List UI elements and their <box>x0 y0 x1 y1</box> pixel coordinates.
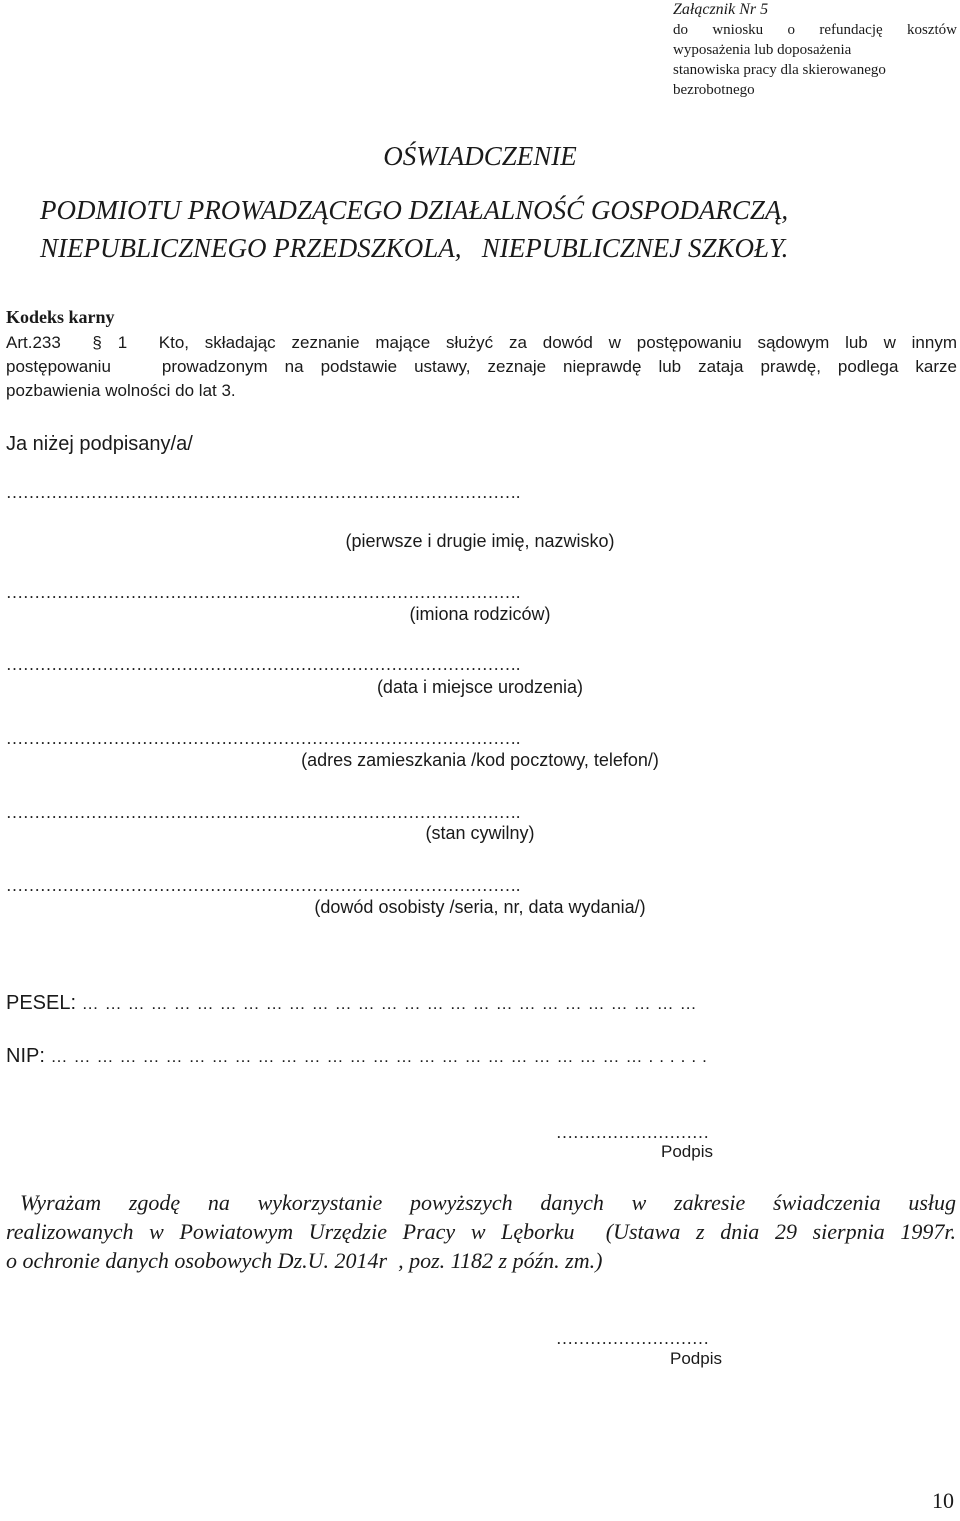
article-line-2: postępowaniu prowadzonym na podstawie ustawy, zeznaje nieprawdę lub zataja prawdę, podlega karze <box>6 357 957 376</box>
consent-line-1: Wyrażam zgodę na wykorzystanie powyższych danych w zakresie świadczenia usług <box>20 1190 956 1215</box>
field-name-caption: (pierwsze i drugie imię, nazwisko) <box>345 531 615 551</box>
penal-code-article <box>6 331 957 403</box>
field-id-caption: (dowód osobisty /seria, nr, data wydania/) <box>314 897 646 917</box>
nip-field[interactable]: ……………………………………………………………………...... <box>50 1047 713 1066</box>
intro-text: Ja niżej podpisany/a/ <box>6 433 193 455</box>
annex-note <box>673 0 957 100</box>
document-subtitle-line-1: PODMIOTU PROWADZĄCEGO DZIAŁALNOŚĆ GOSPODARCZĄ, <box>40 195 789 225</box>
field-id-line[interactable]: ………………………………………………………………………………. <box>6 876 521 895</box>
signature-2-label: Podpis <box>670 1349 722 1368</box>
pesel-label: PESEL: <box>6 992 77 1014</box>
penal-code-heading: Kodeks karny <box>6 307 115 327</box>
field-birth-line[interactable]: ………………………………………………………………………………. <box>6 655 521 674</box>
annex-line-2: wyposażenia lub doposażenia <box>673 42 852 58</box>
page-number: 10 <box>932 1488 954 1513</box>
signature-1-line[interactable]: ……………………… <box>556 1123 709 1142</box>
consent-statement <box>6 1188 956 1275</box>
annex-line-3: stanowiska pracy dla skierowanego <box>673 62 886 78</box>
document-subtitle-line-2: NIEPUBLICZNEGO PRZEDSZKOLA, NIEPUBLICZNEJ SZKOŁY. <box>40 233 789 263</box>
annex-title: Załącznik Nr 5 <box>673 1 769 18</box>
field-name-line[interactable]: ………………………………………………………………………………. <box>6 483 521 502</box>
pesel-row <box>6 992 703 1015</box>
signature-2-line[interactable]: ……………………… <box>556 1329 709 1348</box>
signature-1-label: Podpis <box>661 1142 713 1161</box>
article-line-3: pozbawienia wolności do lat 3. <box>6 381 236 400</box>
field-parents-caption: (imiona rodziców) <box>409 604 551 624</box>
pesel-field[interactable]: ……………………………………………………………………… <box>81 994 703 1013</box>
consent-line-2: realizowanych w Powiatowym Urzędzie Pracy w Lęborku (Ustawa z dnia 29 sierpnia 1997r. <box>6 1219 956 1244</box>
field-marital-line[interactable]: ………………………………………………………………………………. <box>6 803 521 822</box>
document-title: OŚWIADCZENIE <box>383 141 577 171</box>
article-line-1: Art.233 § 1 Kto, składając zeznanie mające służyć za dowód w postępowaniu sądowym lub w innym <box>6 333 957 352</box>
field-birth-caption: (data i miejsce urodzenia) <box>376 677 584 697</box>
annex-line-1: do wniosku o refundację kosztów <box>673 22 957 38</box>
field-marital-caption: (stan cywilny) <box>425 823 535 843</box>
field-parents-line[interactable]: ………………………………………………………………………………. <box>6 583 521 602</box>
nip-row <box>6 1045 713 1068</box>
nip-label: NIP: <box>6 1045 45 1067</box>
annex-line-4: bezrobotnego <box>673 82 755 98</box>
field-address-line[interactable]: ………………………………………………………………………………. <box>6 729 521 748</box>
consent-line-3: o ochronie danych osobowych Dz.U. 2014r , poz. 1182 z późn. zm.) <box>6 1248 603 1273</box>
field-address-caption: (adres zamieszkania /kod pocztowy, telefon/) <box>301 750 659 770</box>
